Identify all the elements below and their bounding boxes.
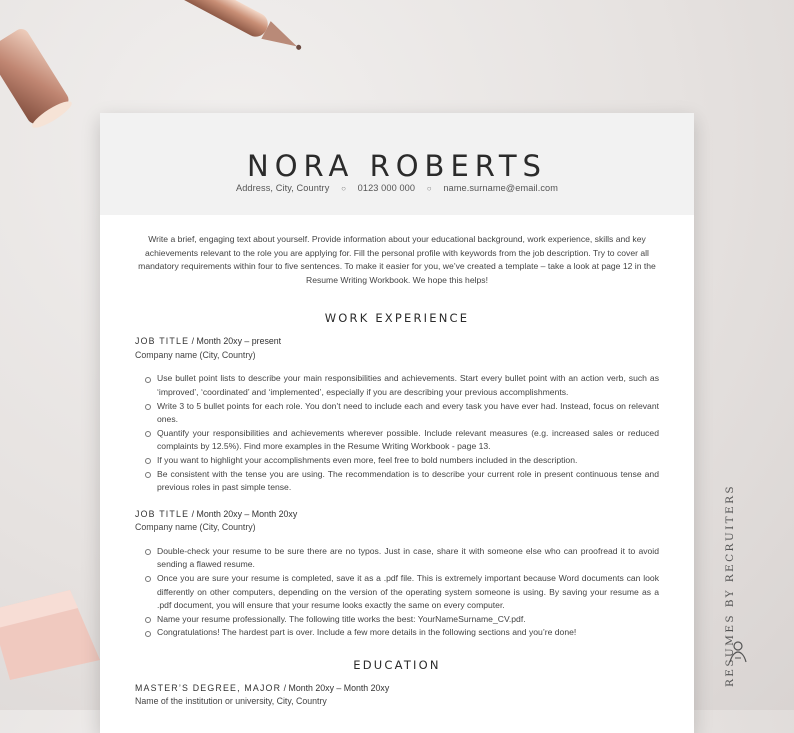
separator-dot-icon: ○ [426,184,432,193]
bullet-item: If you want to highlight your accomplishments even more, feel free to bold numbers included in the description. [157,454,659,468]
education-heading: EDUCATION [353,657,441,672]
institution: Name of the institution or university, City, Country [135,696,327,707]
figure-icon [727,640,749,664]
degree-line [135,682,659,696]
pen-decoration [0,0,330,130]
job-entry [135,335,659,494]
job-dates: / Month 20xy – Month 20xy [189,508,298,519]
job-role: JOB TITLE [135,508,190,519]
work-experience-heading: WORK EXPERIENCE [324,311,470,326]
candidate-name: NORA ROBERTS [247,149,547,183]
job-role: JOB TITLE [135,336,190,347]
email: name.surname@email.com [443,183,558,193]
bullet-item: Congratulations! The hardest part is over. Include a few more details in the following sections and you’re done! [157,626,659,640]
brand-text: RESUMES BY RECRUITERS [724,484,736,688]
contact-line [100,183,694,193]
resume-page [100,113,694,733]
job-dates: / Month 20xy – present [189,336,282,347]
education-entry [135,682,659,709]
bullet-item: Name your resume professionally. The following title works the best: YourNameSurname_CV.pdf. [157,613,659,627]
bullet-item: Double-check your resume to be sure there are no typos. Just in case, share it with someone else who can proofread it to avoid sending a flawed resume. [157,545,659,572]
brand-watermark [724,484,752,688]
job-bullets [135,545,659,640]
bullet-item: Write 3 to 5 bullet points for each role. You don’t need to include each and every task you have ever had. Instead, focus on relevant ones. [157,400,659,427]
job-title-line [135,508,659,522]
bullet-item: Once you are sure your resume is completed, save it as a .pdf file. This is extremely important because Word documents can look differently on other computers, depending on the version of the operating system someone is using. By saving your resume as a .pdf document, you will ensure that your resume looks exactly the same on every computer. [157,572,659,613]
degree-dates: / Month 20xy – Month 20xy [281,682,390,693]
bullet-item: Use bullet point lists to describe your main responsibilities and achievements. Start every bullet point with an action verb, such as ‘improved’, ‘coordinated’ and ‘implemented’, especially if you are describing your previous accomplishments. [157,372,659,399]
job-title-line [135,335,659,349]
profile-summary: Write a brief, engaging text about yourself. Provide information about your educational background, work experience, skills and key achievements relevant to the role you are applying for. Fill the personal profile with keywords from the job description. Try to cover all mandatory requirements within four to five sentences. To make it easier for you, we’ve created a template – take a look at page 12 in the Resume Writing Workbook. We hope this helps! [138,234,656,285]
bullet-item: Be consistent with the tense you are using. The recommendation is to describe your current role in present continuous tense and previous roles in past simple tense. [157,468,659,495]
resume-header [100,113,694,215]
separator-dot-icon: ○ [341,184,347,193]
eraser-decoration [0,590,110,680]
job-bullets [135,372,659,494]
job-entry [135,508,659,640]
degree: MASTER’S DEGREE, MAJOR [135,682,282,693]
bullet-item: Quantify your responsibilities and achievements wherever possible. Include relevant measures (e.g. increased sales or reduced complaints by 12.5%). Find more examples in the Resume Writing Workbook - page 13. [157,427,659,454]
job-company: Company name (City, Country) [135,349,256,360]
phone: 0123 000 000 [357,183,416,193]
job-company: Company name (City, Country) [135,522,256,533]
address: Address, City, Country [235,183,330,193]
